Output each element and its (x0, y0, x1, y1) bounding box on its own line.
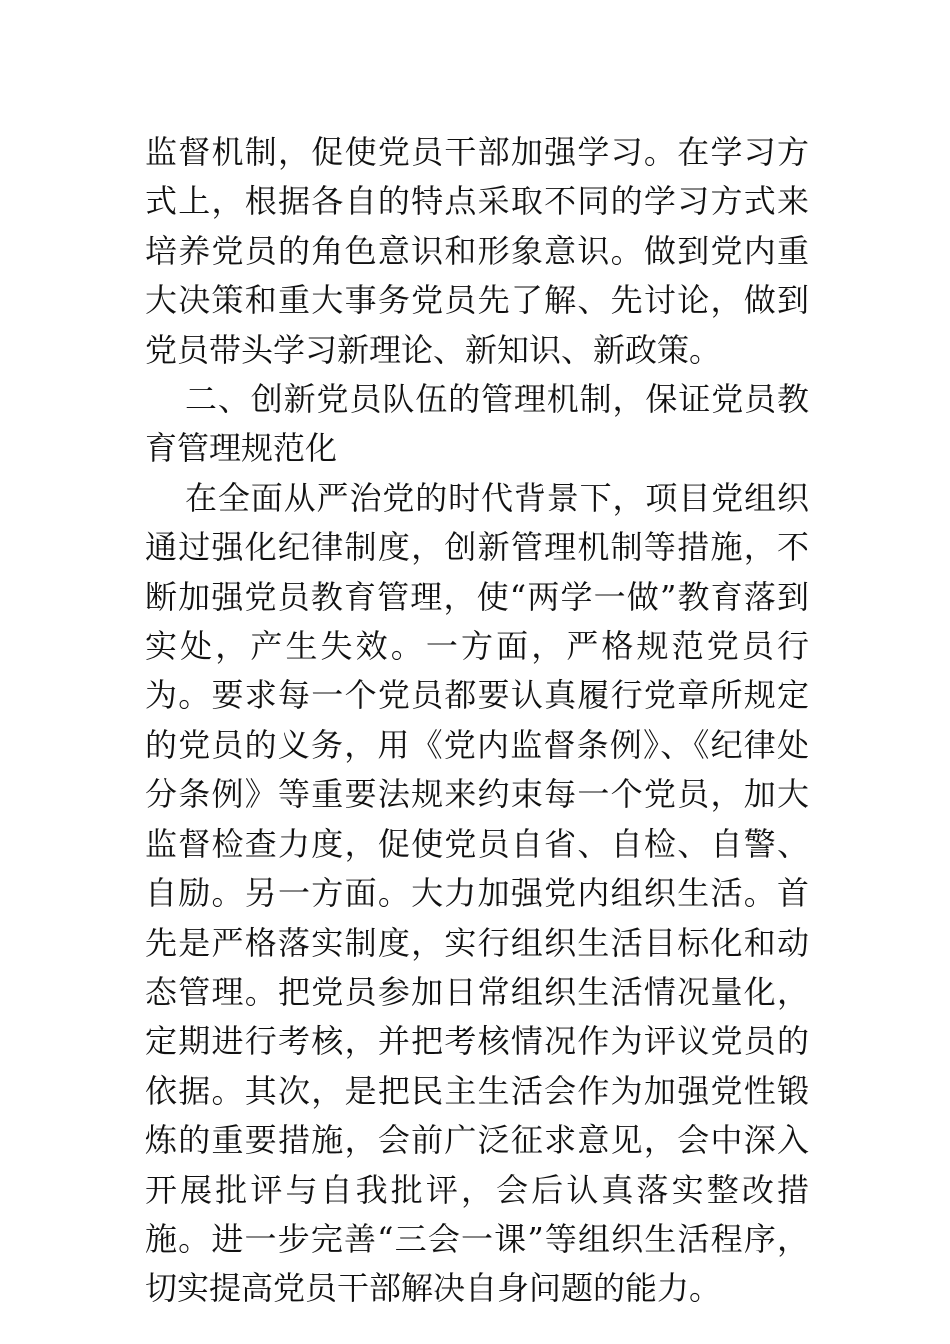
paragraph-continuation: 监督机制，促使党员干部加强学习。在学习方式上，根据各自的特点采取不同的学习方式来培养党员的角色意识和形象意识。做到党内重大决策和重大事务党员先了解、先讨论，做到党员带头学习新理论、新知识、新政策。 (145, 133, 809, 369)
paragraph-body: 在全面从严治党的时代背景下，项目党组织通过强化纪律制度，创新管理机制等措施，不断加强党员教育管理，使“两学一做”教育落到实处，产生失效。一方面，严格规范党员行为。要求每一个党员都要认真履行党章所规定的党员的义务，用《党内监督条例》、《纪律处分条例》等重要法规来约束每一个党员，加大监督检查力度，促使党员自省、自检、自警、自励。另一方面。大力加强党内组织生活。首先是严格落实制度，实行组织生活目标化和动态管理。把党员参加日常组织生活情况量化，定期进行考核，并把考核情况作为评议党员的依据。其次，是把民主生活会作为加强党性锻炼的重要措施，会前广泛征求意见，会中深入开展批评与自我批评，会后认真落实整改措施。进一步完善“三会一课”等组织生活程序，切实提高党员干部解决自身问题的能力。 (145, 478, 809, 1308)
document-page (145, 128, 809, 1314)
section-heading: 二、创新党员队伍的管理机制，保证党员教育管理规范化 (145, 380, 809, 468)
